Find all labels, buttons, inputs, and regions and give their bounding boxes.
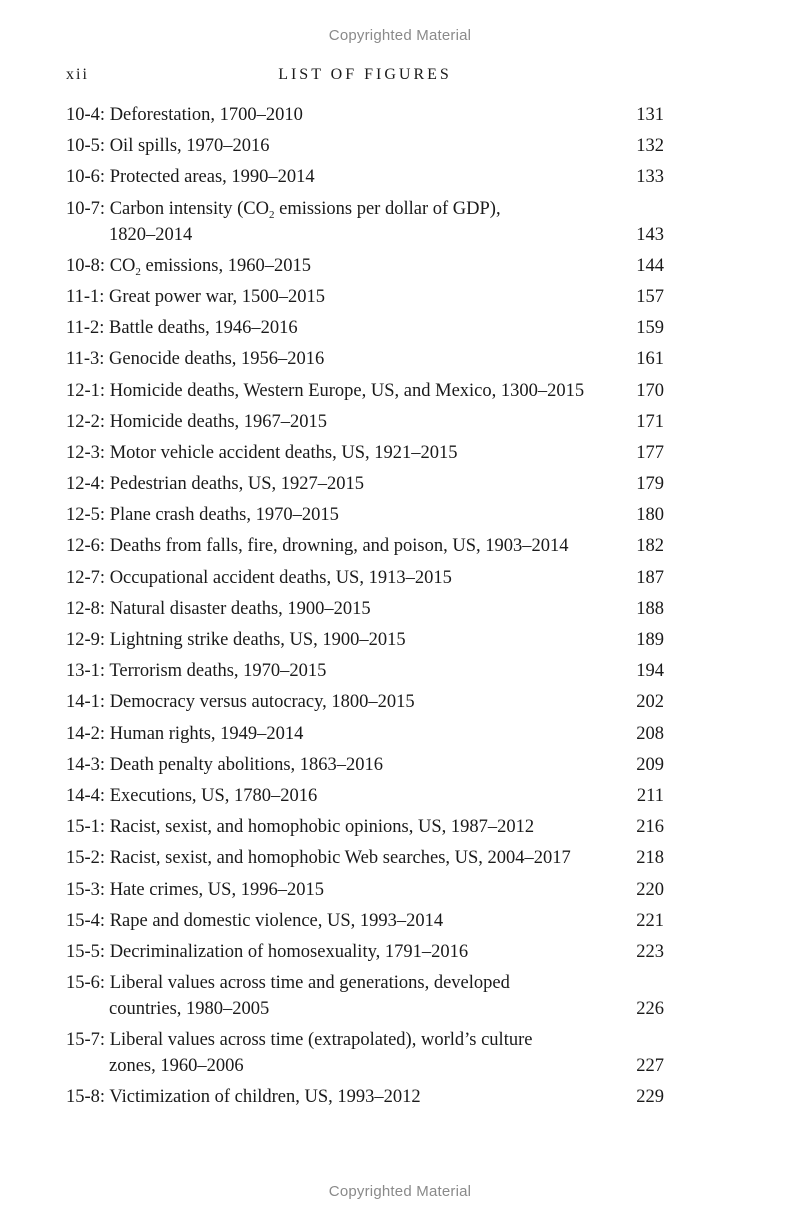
figure-entry xyxy=(66,440,664,466)
figure-entry xyxy=(66,164,664,190)
figure-page: 161 xyxy=(636,349,664,370)
figure-page: 223 xyxy=(636,941,664,962)
figure-number: 12-8: xyxy=(66,598,106,619)
figure-entry xyxy=(66,689,664,715)
figure-entry xyxy=(66,877,664,903)
figure-number: 12-7: xyxy=(66,567,106,588)
figure-title: Victimization of children, US, 1993–2012 xyxy=(109,1087,421,1108)
figure-title: Plane crash deaths, 1970–2015 xyxy=(109,505,339,526)
figure-entry xyxy=(66,627,664,653)
figure-page: 131 xyxy=(636,105,664,125)
figure-number: 12-4: xyxy=(66,474,106,495)
figure-entry xyxy=(66,908,664,934)
figure-title-continuation: 1820–2014 xyxy=(109,224,193,245)
figure-number: 14-4: xyxy=(66,785,106,806)
figure-number: 11-2: xyxy=(66,318,105,339)
figure-page: 229 xyxy=(636,1087,664,1108)
figure-title: Oil spills, 1970–2016 xyxy=(109,136,270,157)
figure-title: Hate crimes, US, 1996–2015 xyxy=(109,879,324,900)
figure-title: Racist, sexist, and homophobic Web searches, US, 2004–2017 xyxy=(109,848,571,869)
figure-number: 10-5: xyxy=(66,136,106,157)
figure-title: Liberal values across time (extrapolated), world’s culture xyxy=(109,1030,533,1051)
figure-number: 15-8: xyxy=(66,1087,106,1108)
figure-page: 187 xyxy=(636,567,664,588)
figure-page: 157 xyxy=(636,286,664,307)
figure-page: 188 xyxy=(636,598,664,619)
figure-title: Motor vehicle accident deaths, US, 1921–2015 xyxy=(109,442,458,463)
figure-page: 220 xyxy=(636,879,664,900)
figure-title: Great power war, 1500–2015 xyxy=(109,286,326,307)
figure-page: 159 xyxy=(636,318,664,339)
figure-number: 15-2: xyxy=(66,848,106,869)
figure-title: Death penalty abolitions, 1863–2016 xyxy=(109,754,384,775)
figure-page: 144 xyxy=(636,255,664,276)
figure-title: Racist, sexist, and homophobic opinions, US, 1987–2012 xyxy=(109,817,535,838)
figure-page: 182 xyxy=(636,536,664,557)
figure-page: 170 xyxy=(636,380,664,401)
figure-title: $CO_2$ emissions, 1960–2015 xyxy=(109,255,311,278)
figure-number: 12-9: xyxy=(66,630,106,650)
figure-title: Deforestation, 1700–2010 xyxy=(109,105,303,125)
figure-number: 15-1: xyxy=(66,817,106,838)
figure-page: 189 xyxy=(636,630,664,650)
figure-number: 15-4: xyxy=(66,910,106,931)
figure-entry xyxy=(66,346,664,372)
figure-title: Natural disaster deaths, 1900–2015 xyxy=(109,598,371,619)
figure-page: 143 xyxy=(636,224,664,245)
figure-entry xyxy=(66,471,664,497)
figure-entry xyxy=(66,133,664,159)
figure-number: 15-6: xyxy=(66,973,106,994)
figure-number: 15-7: xyxy=(66,1030,106,1051)
figure-title: Lightning strike deaths, US, 1900–2015 xyxy=(109,630,406,650)
figure-page: 177 xyxy=(636,442,664,463)
figure-title-continuation: zones, 1960–2006 xyxy=(109,1056,244,1077)
figure-number: 10-4: xyxy=(66,105,106,125)
figure-entry xyxy=(66,752,664,778)
figure-page: 216 xyxy=(636,817,664,838)
figure-page: 180 xyxy=(636,505,664,526)
figure-entry xyxy=(66,845,664,871)
figure-entry xyxy=(66,814,664,840)
running-head: LIST OF FIGURES xyxy=(278,66,452,83)
figure-number: 11-1: xyxy=(66,286,105,307)
figure-entry xyxy=(66,970,664,1022)
figure-page: 132 xyxy=(636,136,664,157)
figure-entry xyxy=(66,596,664,622)
figure-entry xyxy=(66,284,664,310)
figure-number: 12-2: xyxy=(66,411,106,432)
figure-title: Human rights, 1949–2014 xyxy=(109,723,304,744)
figure-number: 14-2: xyxy=(66,723,106,744)
figure-entry xyxy=(66,378,664,404)
figure-page: 179 xyxy=(636,474,664,495)
figure-page: 227 xyxy=(636,1056,664,1077)
figure-entry xyxy=(66,721,664,747)
copyright-watermark-top: Copyrighted Material xyxy=(328,27,472,44)
figure-page: 171 xyxy=(636,411,664,432)
figure-number: 15-5: xyxy=(66,941,106,962)
figure-number: 12-1: xyxy=(66,380,106,401)
figure-page: 218 xyxy=(636,848,664,869)
figure-number: 14-3: xyxy=(66,754,106,775)
figure-page: 226 xyxy=(636,999,664,1020)
figure-title: Carbon intensity ($CO_2$ emissions per dollar of GDP), xyxy=(109,198,501,221)
figure-entry xyxy=(66,102,664,128)
figure-title: Liberal values across time and generations, developed xyxy=(109,973,510,994)
copyright-watermark-bottom: Copyrighted Material xyxy=(328,1183,472,1200)
figure-title: Pedestrian deaths, US, 1927–2015 xyxy=(109,474,365,495)
figure-entry xyxy=(66,533,664,559)
figure-entry xyxy=(66,409,664,435)
figure-number: 10-8: xyxy=(66,255,106,276)
figure-number: 11-3: xyxy=(66,349,105,370)
figure-title: Terrorism deaths, 1970–2015 xyxy=(109,661,327,682)
figure-entry xyxy=(66,502,664,528)
figure-page: 202 xyxy=(636,692,664,713)
figure-number: 10-6: xyxy=(66,167,106,188)
figure-number: 12-3: xyxy=(66,442,106,463)
figure-title: Homicide deaths, Western Europe, US, and Mexico, 1300–2015 xyxy=(109,380,585,401)
figure-entry xyxy=(66,1027,664,1079)
figure-number: 15-3: xyxy=(66,879,106,900)
figure-entry xyxy=(66,196,664,248)
figure-title: Democracy versus autocracy, 1800–2015 xyxy=(109,692,415,713)
figure-title: Rape and domestic violence, US, 1993–2014 xyxy=(109,910,444,931)
figure-title: Protected areas, 1990–2014 xyxy=(109,167,315,188)
figure-entry xyxy=(66,315,664,341)
figure-entry xyxy=(66,658,664,684)
figure-entry xyxy=(66,1084,664,1110)
figure-page: 208 xyxy=(636,723,664,744)
figure-entry xyxy=(66,783,664,809)
page-number: xii xyxy=(66,66,89,83)
figure-title: Occupational accident deaths, US, 1913–2015 xyxy=(109,567,452,588)
figure-title: Homicide deaths, 1967–2015 xyxy=(109,411,328,432)
figure-title: Genocide deaths, 1956–2016 xyxy=(109,349,325,370)
figure-entry xyxy=(66,253,664,279)
figure-title: Executions, US, 1780–2016 xyxy=(109,785,318,806)
figure-page: 209 xyxy=(636,754,664,775)
figure-page: 211 xyxy=(636,785,664,806)
figure-list xyxy=(66,102,664,1116)
figure-entry xyxy=(66,565,664,591)
figure-page: 133 xyxy=(636,167,664,188)
figure-title: Battle deaths, 1946–2016 xyxy=(109,318,298,339)
figure-number: 12-6: xyxy=(66,536,106,557)
figure-number: 14-1: xyxy=(66,692,106,713)
figure-number: 13-1: xyxy=(66,661,106,682)
figure-title: Decriminalization of homosexuality, 1791–2016 xyxy=(109,941,469,962)
figure-title-continuation: countries, 1980–2005 xyxy=(109,999,270,1020)
figure-entry xyxy=(66,939,664,965)
figure-page: 194 xyxy=(636,661,664,682)
figure-number: 12-5: xyxy=(66,505,106,526)
figure-page: 221 xyxy=(636,910,664,931)
figure-title: Deaths from falls, fire, drowning, and poison, US, 1903–2014 xyxy=(109,536,569,557)
figure-number: 10-7: xyxy=(66,198,106,219)
